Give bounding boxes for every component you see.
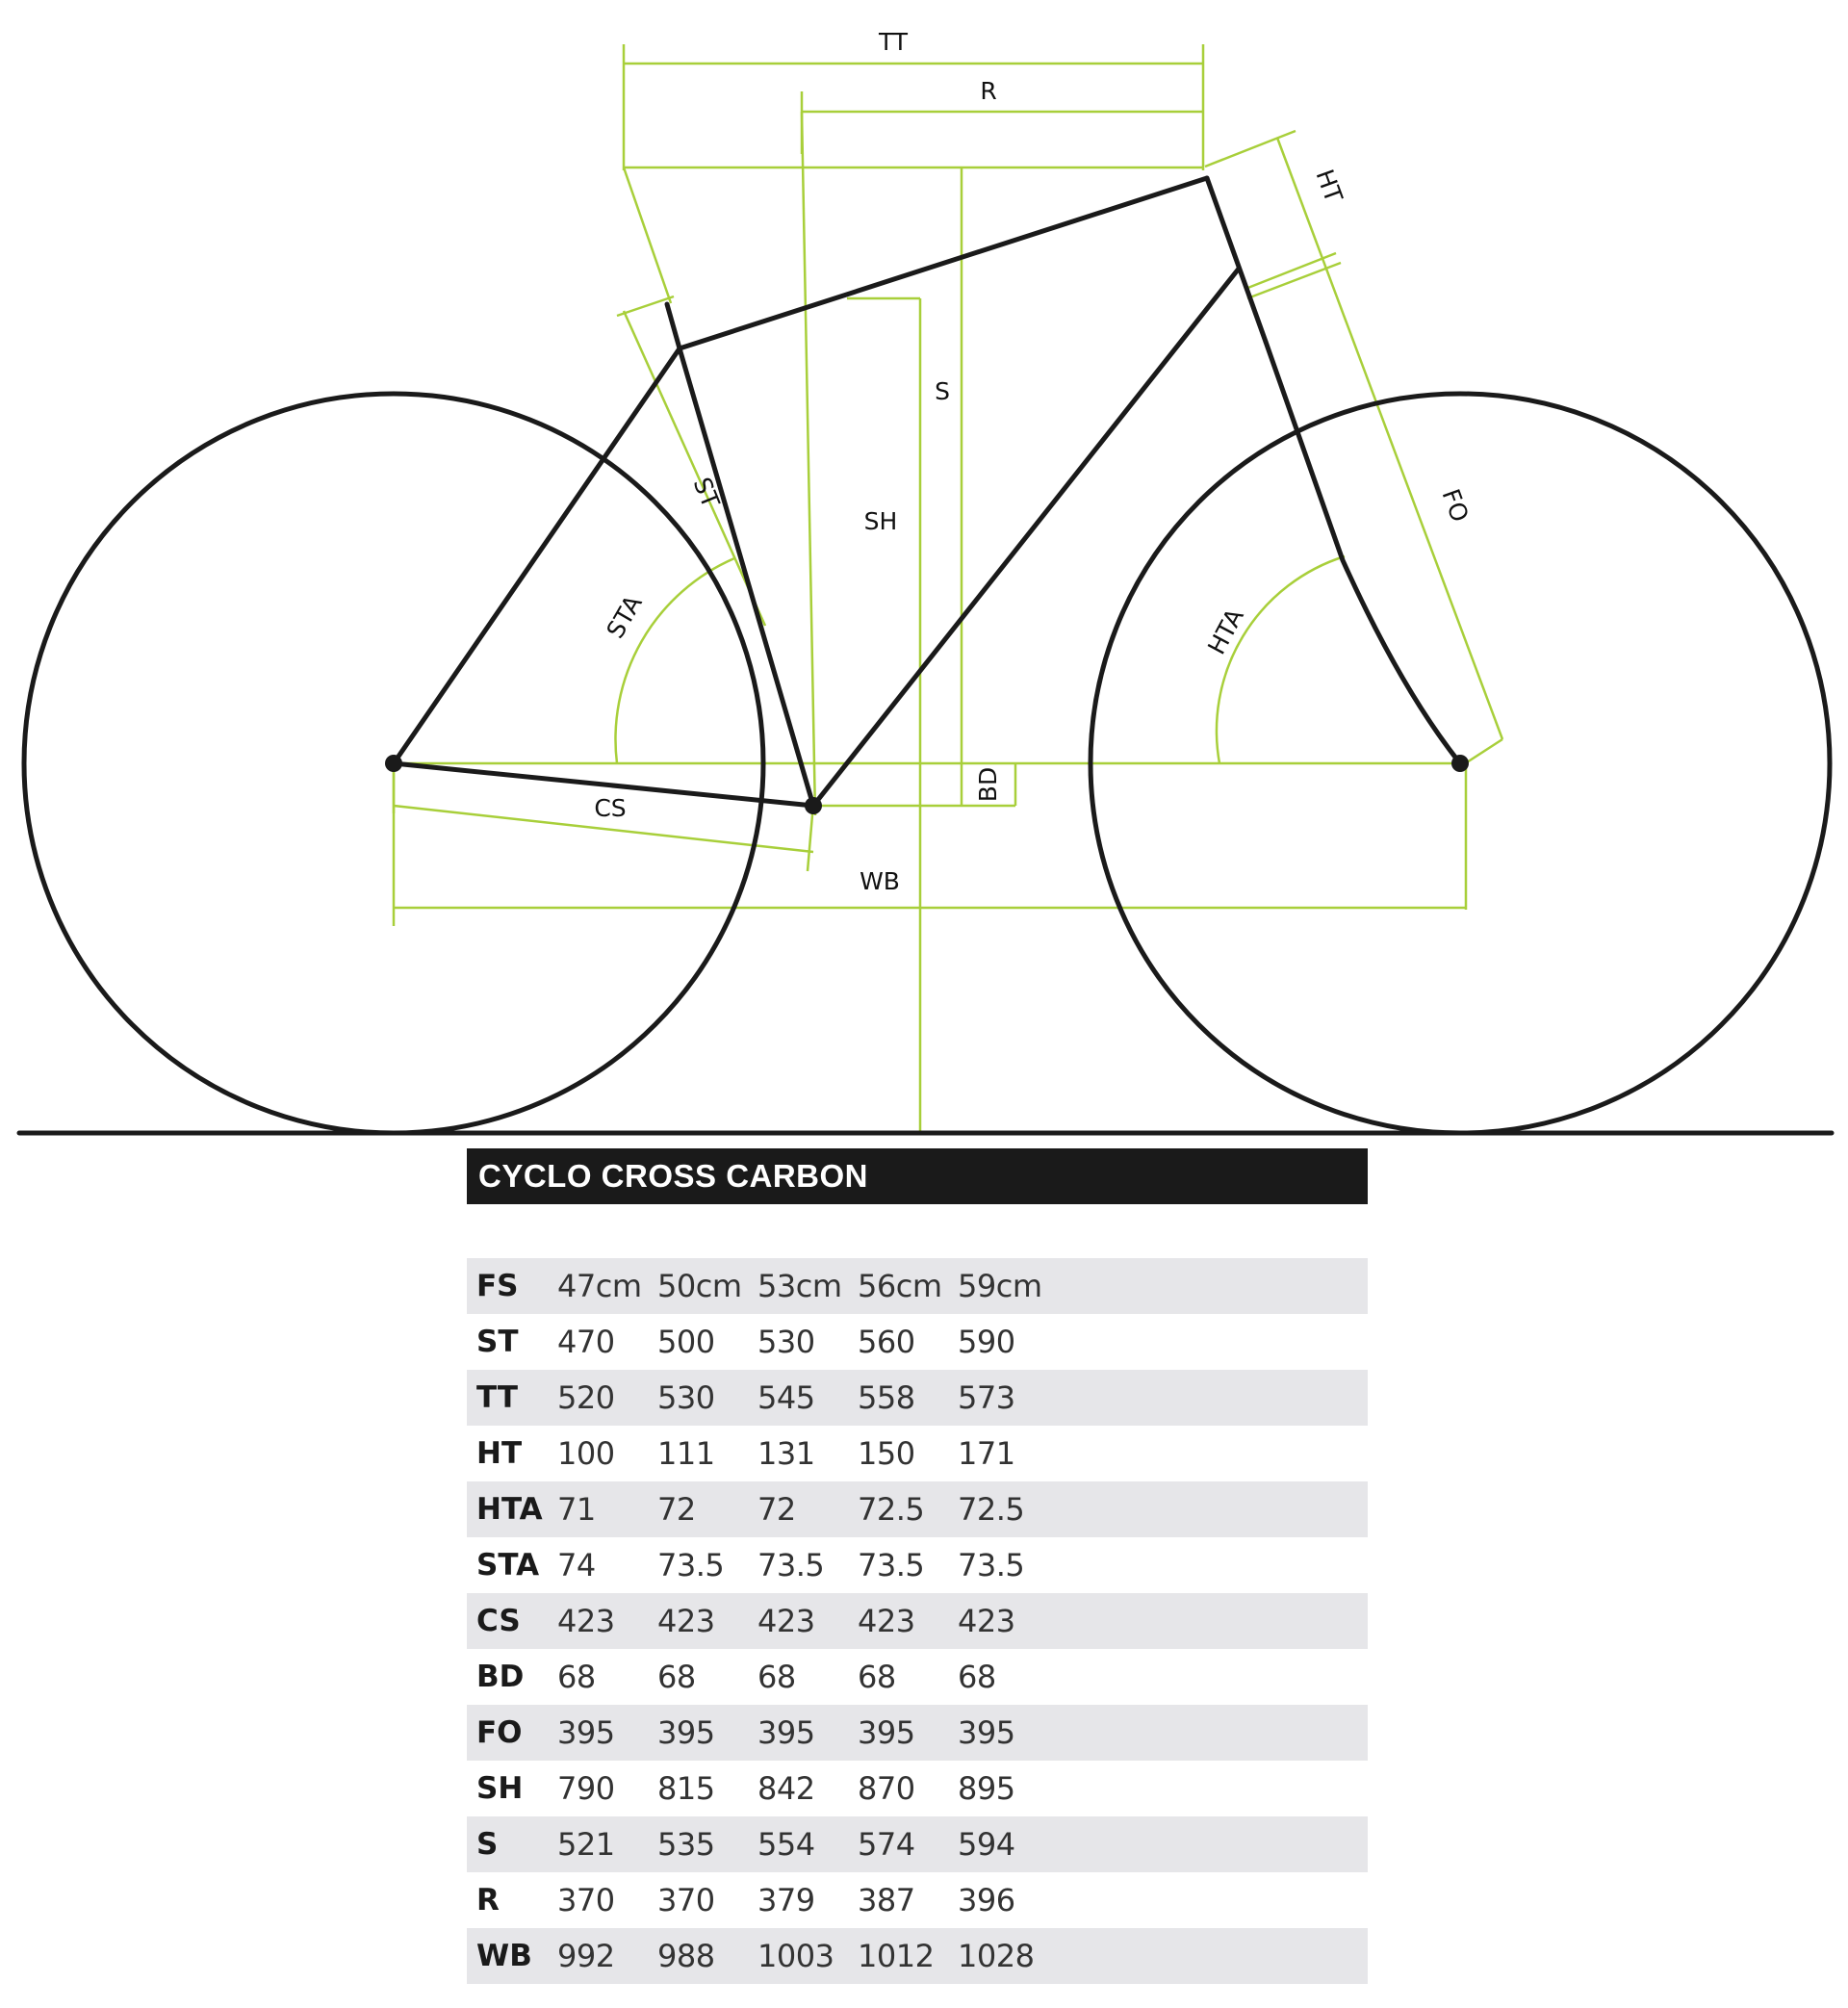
row-label: FS xyxy=(476,1269,519,1303)
row-label: TT xyxy=(476,1380,519,1415)
label-fo: FO xyxy=(1436,485,1475,527)
table-cell: 68 xyxy=(557,1659,596,1695)
table-cell: 574 xyxy=(858,1826,915,1863)
table-cell: 68 xyxy=(757,1659,796,1695)
table-cell: 50cm xyxy=(657,1268,742,1304)
row-label: HT xyxy=(476,1436,523,1471)
table-cell: 73.5 xyxy=(657,1547,725,1583)
table-cell: 68 xyxy=(958,1659,996,1695)
table-cell: 131 xyxy=(757,1435,815,1472)
table-cell: 74 xyxy=(557,1547,596,1583)
head-tube xyxy=(1207,178,1266,342)
seat-post xyxy=(667,304,680,348)
table-cell: 500 xyxy=(657,1324,715,1360)
row-label: S xyxy=(476,1827,499,1862)
table-cell: 423 xyxy=(757,1603,815,1639)
table-cell: 895 xyxy=(958,1770,1015,1807)
label-bd: BD xyxy=(974,766,1002,803)
rear-axle xyxy=(385,755,402,772)
table-cell: 992 xyxy=(557,1938,615,1974)
label-st: ST xyxy=(687,473,726,512)
table-cell: 423 xyxy=(657,1603,715,1639)
table-cell: 842 xyxy=(757,1770,815,1807)
table-cell: 150 xyxy=(858,1435,915,1472)
table-cell: 68 xyxy=(657,1659,696,1695)
label-wb: WB xyxy=(860,867,900,895)
table-cell: 470 xyxy=(557,1324,615,1360)
table-cell: 545 xyxy=(757,1379,815,1416)
table-cell: 558 xyxy=(858,1379,915,1416)
table-title: CYCLO CROSS CARBON xyxy=(467,1148,1368,1204)
table-row xyxy=(467,1258,1368,1314)
bike-frame xyxy=(19,178,1832,1133)
row-label: BD xyxy=(476,1660,525,1694)
table-cell: 72 xyxy=(757,1491,796,1528)
table-cell: 72.5 xyxy=(858,1491,925,1528)
table-cell: 423 xyxy=(858,1603,915,1639)
table-cell: 1028 xyxy=(958,1938,1035,1974)
table-row xyxy=(467,1314,1368,1370)
table-row xyxy=(467,1537,1368,1593)
table-cell: 171 xyxy=(958,1435,1015,1472)
label-r: R xyxy=(980,77,997,105)
table-cell: 870 xyxy=(858,1770,915,1807)
label-hta: HTA xyxy=(1202,604,1249,659)
table-cell: 590 xyxy=(958,1324,1015,1360)
table-cell: 379 xyxy=(757,1882,815,1918)
table-cell: 423 xyxy=(557,1603,615,1639)
seat-stay xyxy=(394,348,680,763)
table-cell: 370 xyxy=(557,1882,615,1918)
table-cell: 395 xyxy=(557,1714,615,1751)
table-cell: 396 xyxy=(958,1882,1015,1918)
dimension-lines xyxy=(394,44,1502,1133)
table-cell: 68 xyxy=(858,1659,896,1695)
table-cell: 530 xyxy=(757,1324,815,1360)
table-cell: 395 xyxy=(757,1714,815,1751)
table-cell: 521 xyxy=(557,1826,615,1863)
table-cell: 387 xyxy=(858,1882,915,1918)
down-tube xyxy=(813,269,1239,806)
table-cell: 395 xyxy=(657,1714,715,1751)
table-cell: 530 xyxy=(657,1379,715,1416)
label-ht: HT xyxy=(1310,166,1348,207)
table-cell: 53cm xyxy=(757,1268,842,1304)
table-cell: 73.5 xyxy=(757,1547,825,1583)
table-cell: 1003 xyxy=(757,1938,834,1974)
label-sh: SH xyxy=(863,507,898,535)
table-cell: 1012 xyxy=(858,1938,935,1974)
row-label: CS xyxy=(476,1604,521,1638)
table-cell: 535 xyxy=(657,1826,715,1863)
table-row xyxy=(467,1370,1368,1426)
label-tt: TT xyxy=(878,28,909,56)
label-cs: CS xyxy=(594,794,627,822)
table-cell: 988 xyxy=(657,1938,715,1974)
table-row xyxy=(467,1705,1368,1761)
table-cell: 73.5 xyxy=(858,1547,925,1583)
row-label: HTA xyxy=(476,1492,543,1527)
table-cell: 423 xyxy=(958,1603,1015,1639)
table-cell: 790 xyxy=(557,1770,615,1807)
table-row xyxy=(467,1872,1368,1928)
table-row xyxy=(467,1761,1368,1816)
table-row xyxy=(467,1426,1368,1481)
table-cell: 59cm xyxy=(958,1268,1042,1304)
table-row xyxy=(467,1928,1368,1984)
table-cell: 71 xyxy=(557,1491,596,1528)
table-cell: 815 xyxy=(657,1770,715,1807)
table-row xyxy=(467,1481,1368,1537)
table-cell: 72 xyxy=(657,1491,696,1528)
table-cell: 395 xyxy=(858,1714,915,1751)
table-cell: 520 xyxy=(557,1379,615,1416)
table-cell: 554 xyxy=(757,1826,815,1863)
table-cell: 573 xyxy=(958,1379,1015,1416)
row-label: SH xyxy=(476,1771,524,1806)
geometry-table xyxy=(467,1258,1368,1984)
table-cell: 560 xyxy=(858,1324,915,1360)
row-label: STA xyxy=(476,1548,540,1583)
table-row xyxy=(467,1816,1368,1872)
top-tube xyxy=(680,178,1207,348)
table-cell: 47cm xyxy=(557,1268,642,1304)
bottom-bracket xyxy=(805,797,822,814)
table-row xyxy=(467,1649,1368,1705)
row-label: ST xyxy=(476,1325,519,1359)
label-s: S xyxy=(935,377,950,405)
table-cell: 100 xyxy=(557,1435,615,1472)
front-axle xyxy=(1451,755,1469,772)
table-cell: 370 xyxy=(657,1882,715,1918)
table-cell: 594 xyxy=(958,1826,1015,1863)
table-row xyxy=(467,1593,1368,1649)
table-cell: 72.5 xyxy=(958,1491,1025,1528)
table-cell: 73.5 xyxy=(958,1547,1025,1583)
table-cell: 56cm xyxy=(858,1268,942,1304)
label-sta: STA xyxy=(601,590,648,644)
table-cell: 111 xyxy=(657,1435,715,1472)
row-label: WB xyxy=(476,1939,532,1973)
table-cell: 395 xyxy=(958,1714,1015,1751)
row-label: R xyxy=(476,1883,500,1918)
row-label: FO xyxy=(476,1715,523,1750)
